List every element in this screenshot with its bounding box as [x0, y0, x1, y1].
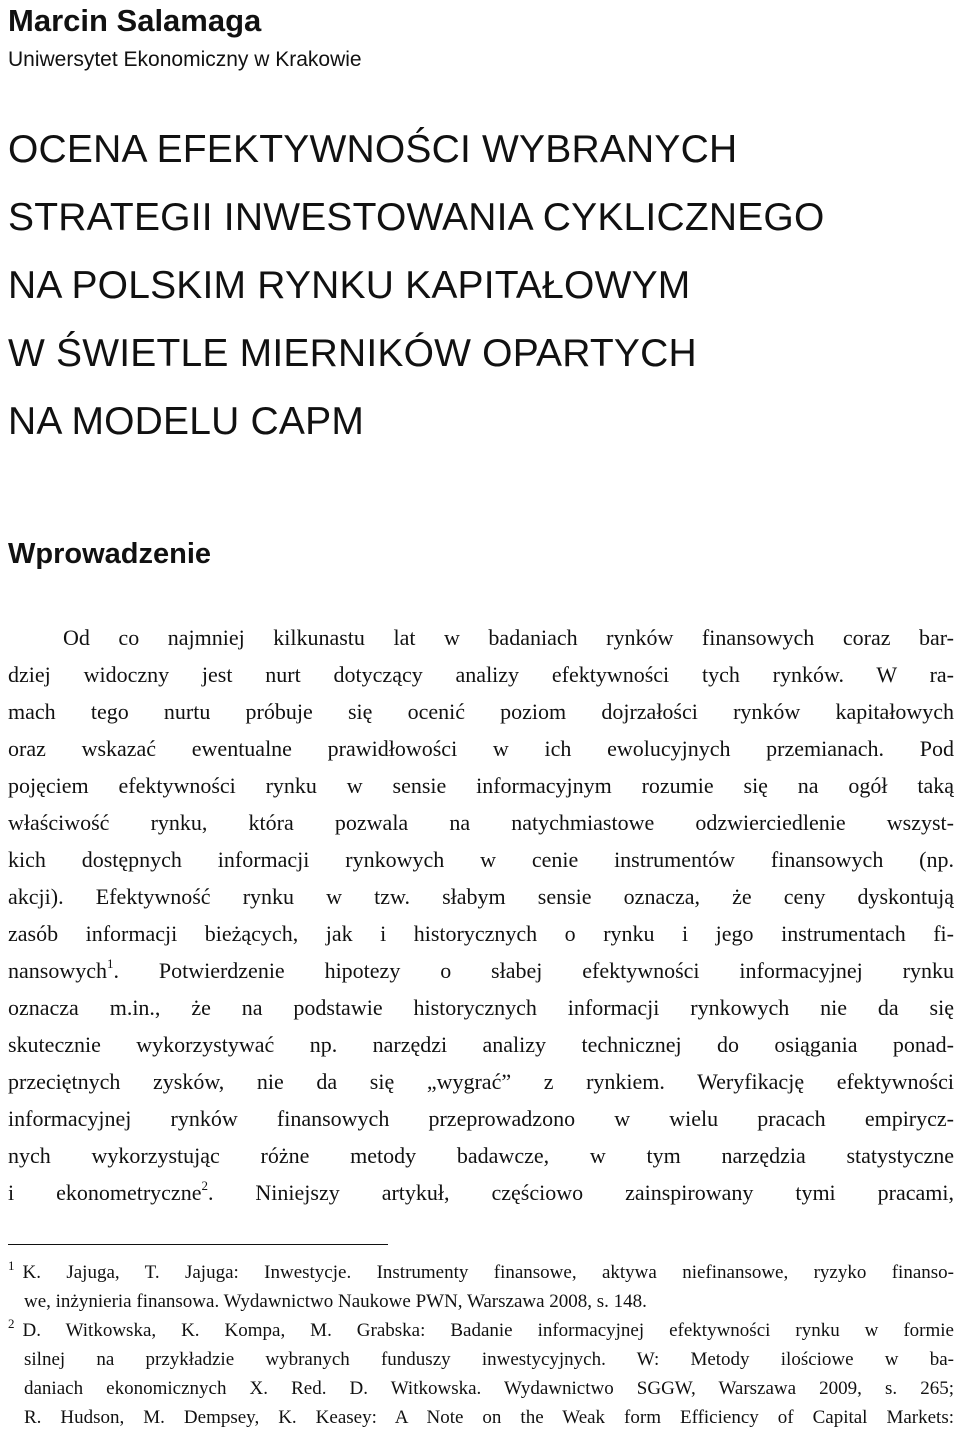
author-name: Marcin Salamaga — [8, 3, 262, 38]
body-line: skutecznie wykorzystywać np. narzędzi analizy technicznej do osiągania ponad- — [8, 1032, 954, 1057]
body-line: nych wykorzystując różne metody badawcze, w tym narzędzia statystyczne — [8, 1143, 954, 1168]
body-line: oraz wskazać ewentualne prawidłowości w ich ewolucyjnych przemianach. Pod — [8, 736, 954, 761]
body-line: pojęciem efektywności rynku w sensie informacyjnym rozumie się na ogół taką — [8, 773, 954, 798]
footnote-line: daniach ekonomicznych X. Red. D. Witkowska. Wydawnictwo SGGW, Warszawa 2009, s. 265; — [24, 1378, 954, 1399]
footnote-number: 1 — [8, 1258, 15, 1273]
author-affiliation: Uniwersytet Ekonomiczny w Krakowie — [8, 48, 362, 71]
footnote-line — [8, 1258, 954, 1287]
body-line-part: i ekonometryczne — [8, 1180, 202, 1205]
title-line: NA POLSKIM RYNKU KAPITAŁOWYM — [8, 264, 691, 307]
title-line: OCENA EFEKTYWNOŚCI WYBRANYCH — [8, 128, 738, 171]
footnote-text: K. Jajuga, T. Jajuga: Inwestycje. Instrumenty finansowe, aktywa niefinansowe, ryzyko finanso- — [22, 1262, 954, 1283]
body-line: przeciętnych zysków, nie da się „wygrać” z rynkiem. Weryfikację efektywności — [8, 1069, 954, 1094]
footnote-ref: 1 — [106, 955, 114, 971]
body-line: Od co najmniej kilkunastu lat w badaniach rynków finansowych coraz bar- — [63, 625, 954, 650]
footnote-line — [8, 1316, 954, 1345]
body-line: mach tego nurtu próbuje się ocenić poziom dojrzałości rynków kapitałowych — [8, 699, 954, 724]
body-line-part: . Niniejszy artykuł, częściowo zainspirowany tymi pracami, — [207, 1180, 954, 1205]
title-line: NA MODELU CAPM — [8, 400, 365, 443]
body-line: zasób informacji bieżących, jak i historycznych o rynku i jego instrumentach fi- — [8, 921, 954, 946]
section-heading: Wprowadzenie — [8, 538, 212, 570]
body-line-part: nansowych — [8, 958, 107, 983]
footnote-ref: 2 — [201, 1177, 208, 1193]
footnote-text: D. Witkowska, K. Kompa, M. Grabska: Badanie informacyjnej efektywności rynku w formie — [22, 1320, 954, 1341]
footnote-line: silnej na przykładzie wybranych funduszy inwestycyjnych. W: Metody ilościowe w ba- — [24, 1349, 954, 1370]
footnote-number: 2 — [8, 1316, 15, 1331]
body-line: właściwość rynku, która pozwala na natychmiastowe odzwierciedlenie wszyst- — [8, 810, 954, 835]
footnote-line: R. Hudson, M. Dempsey, K. Keasey: A Note on the Weak form Efficiency of Capital Markets: — [24, 1407, 954, 1428]
body-line: akcji). Efektywność rynku w tzw. słabym sensie oznacza, że ceny dyskontują — [8, 884, 954, 909]
body-line: kich dostępnych informacji rynkowych w cenie instrumentów finansowych (np. — [8, 847, 954, 872]
footnote-line: we, inżynieria finansowa. Wydawnictwo Naukowe PWN, Warszawa 2008, s. 148. — [24, 1291, 647, 1312]
body-line-part: . Potwierdzenie hipotezy o słabej efektywności informacyjnej rynku — [113, 958, 954, 983]
body-line: informacyjnej rynków finansowych przeprowadzono w wielu pracach empirycz- — [8, 1106, 954, 1131]
body-line: oznacza m.in., że na podstawie historycznych informacji rynkowych nie da się — [8, 995, 954, 1020]
body-line: dziej widoczny jest nurt dotyczący analizy efektywności tych rynków. W ra- — [8, 662, 954, 687]
body-line — [8, 1174, 954, 1211]
title-line: W ŚWIETLE MIERNIKÓW OPARTYCH — [8, 332, 697, 375]
body-line — [8, 952, 954, 989]
title-line: STRATEGII INWESTOWANIA CYKLICZNEGO — [8, 196, 825, 239]
paper-title — [8, 116, 825, 456]
footnotes — [8, 1258, 954, 1432]
body-text — [8, 619, 954, 1211]
footnote-separator — [8, 1244, 388, 1245]
